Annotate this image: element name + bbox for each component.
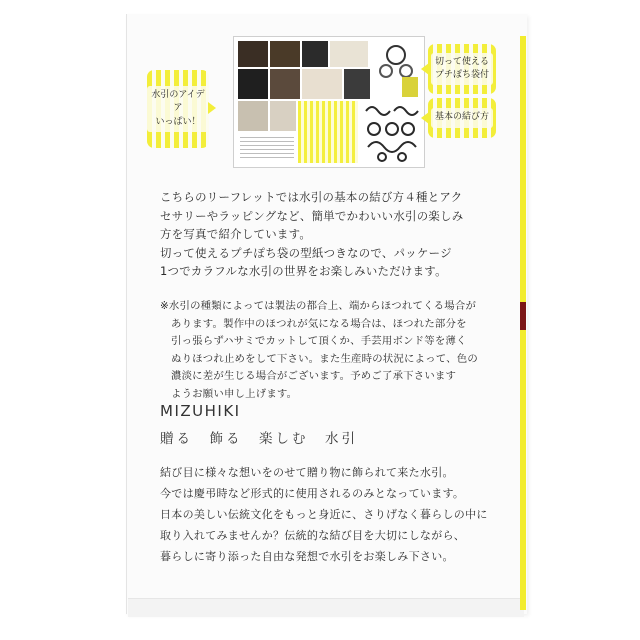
leaflet-photo (270, 101, 296, 131)
caution-note (160, 298, 500, 403)
intro-paragraph (160, 188, 510, 281)
callout-cut-bag (428, 44, 496, 94)
leaflet-photo (330, 41, 368, 67)
note-line: あります。製作中のほつれが気になる場合は、ほつれた部分を (171, 317, 467, 330)
callout-knots (428, 98, 496, 138)
petit-bag-pattern (298, 101, 358, 163)
card-bottom-edge (128, 598, 524, 617)
intro-line: 方を写真で紹介しています。 (160, 227, 312, 241)
red-marker (520, 302, 526, 330)
intro-line: 1つでカラフルな水引の世界をお楽しみいただけます。 (160, 264, 447, 278)
callout-ideas (147, 70, 209, 148)
brand-tagline: 贈る 飾る 楽しむ 水引 (160, 431, 358, 447)
closing-line: 結び目に様々な想いをのせて贈り物に飾られて来た水引。 (160, 466, 454, 479)
note-line: 濃淡に差が生じる場合がございます。予めご了承下さいます (171, 370, 457, 382)
note-line: ぬりほつれ止めをして下さい。また生産時の状況によって、色の (171, 352, 478, 365)
callout-cut-bag-line1: 切って使える (434, 56, 489, 67)
intro-line: 切って使えるプチぽち袋の型紙つきなので、パッケージ (160, 245, 452, 260)
leaflet-photo (302, 41, 328, 67)
note-line: 引っ張らずハサミでカットして頂くか、手芸用ボンド等を薄く (171, 335, 467, 347)
leaflet-photo (270, 69, 300, 99)
note-line: ようお願い申し上げます。 (171, 387, 298, 400)
mizuhiki-strap-illustration (372, 41, 420, 99)
leaflet-text-block (240, 137, 294, 161)
intro-line: こちらのリーフレットでは水引の基本の結び方４種とアク (160, 190, 463, 204)
callout-knots-label: 基本の結び方 (431, 108, 493, 127)
leaflet-photo (238, 41, 268, 67)
closing-line: 取り入れてみませんか？伝統的な結び目を大切にしながら、 (160, 529, 466, 542)
leaflet-photo (270, 41, 300, 67)
leaflet-photo (238, 101, 268, 131)
callout-ideas-line1: 水引のアイデア (151, 90, 205, 114)
leaflet-preview-image (233, 36, 425, 168)
closing-paragraph (160, 462, 510, 567)
intro-line: セサリーやラッピングなど、簡単でかわいい水引の楽しみ (160, 208, 464, 223)
closing-line: 日本の美しい伝統文化をもっと身近に、さりげなく暮らしの中に (160, 508, 488, 521)
leaflet-photo (238, 69, 268, 99)
closing-line: 暮らしに寄り添った自由な発想で水引をお楽しみ下さい。 (160, 550, 454, 563)
closing-line: 今では慶弔時など形式的に使用されるのみとなっています。 (160, 487, 465, 500)
brand-title: MIZUHIKI (160, 402, 241, 420)
leaflet-photo (302, 69, 342, 99)
callout-ideas-line2: いっぱい！ (155, 116, 201, 127)
knot-diagrams (362, 101, 420, 163)
leaflet-photo (344, 69, 370, 99)
note-line: ※水引の種類によっては製法の都合上、端からほつれてくる場合が (160, 300, 477, 312)
callout-cut-bag-line2: プチぽち袋付 (434, 70, 489, 80)
